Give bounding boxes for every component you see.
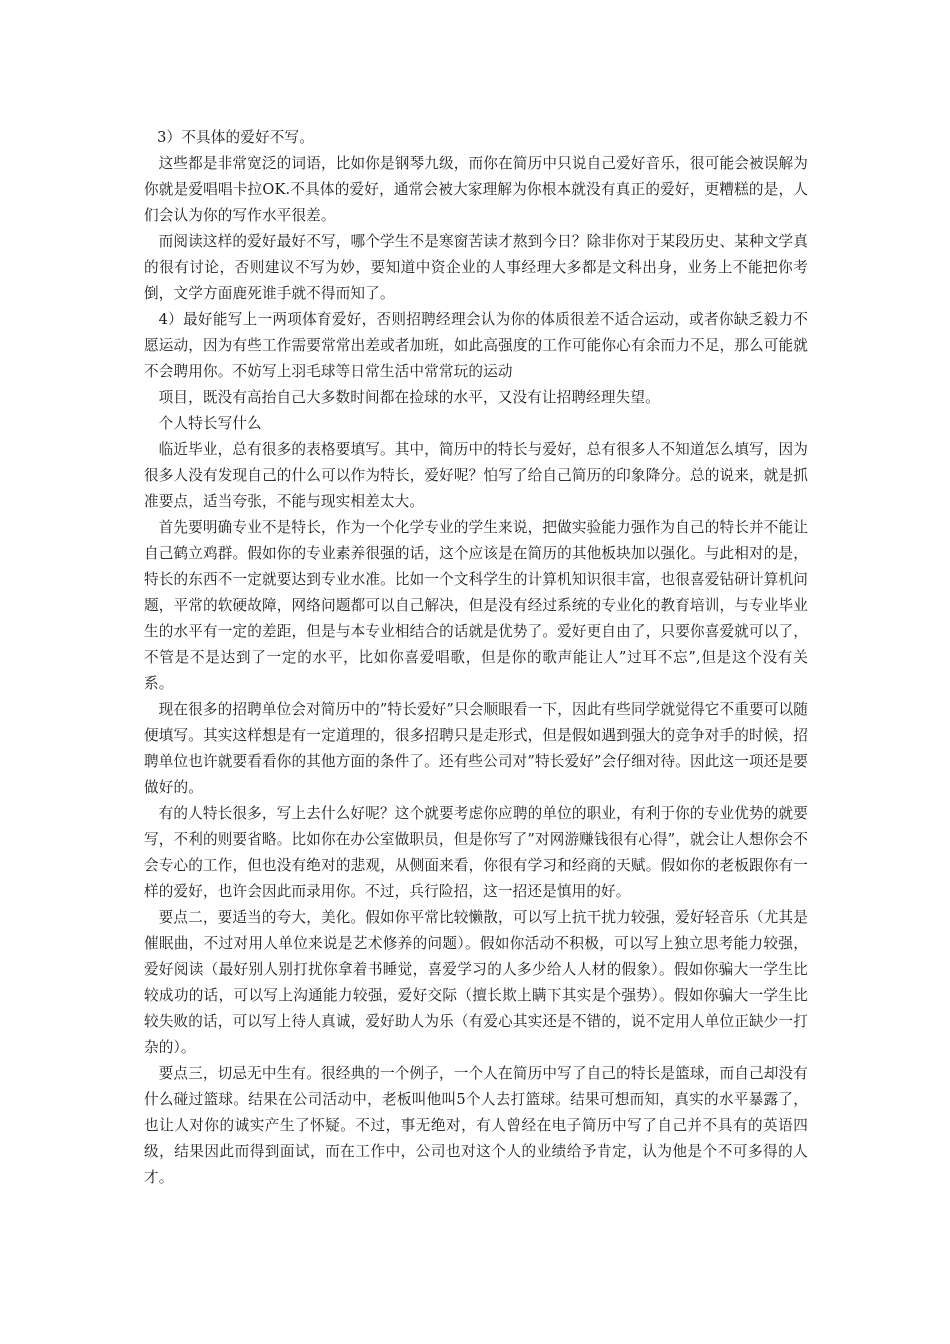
paragraph: 而阅读这样的爱好最好不写，哪个学生不是寒窗苦读才熬到今日？除非你对于某段历史、某种文学真的很有讨论，否则建议不写为妙，要知道中资企业的人事经理大多都是文科出身，业务上不能把你考倒，文学方面鹿死谁手就不得而知了。 [144, 233, 808, 302]
document-body [144, 125, 808, 1191]
list-item-4: 4）最好能写上一两项体育爱好，否则招聘经理会认为你的体质很差不适合运动，或者你缺乏毅力不愿运动，因为有些工作需要常常出差或者加班，如此高强度的工作可能你心有余而力不足，那么可能就不会聘用你。不妨写上羽毛球等日常生活中常常玩的运动 [144, 311, 808, 380]
paragraph: 首先要明确专业不是特长，作为一个化学专业的学生来说，把做实验能力强作为自己的特长并不能让自己鹤立鸡群。假如你的专业素养很强的话，这个应该是在简历的其他板块加以强化。与此相对的是，特长的东西不一定就要达到专业水准。比如一个文科学生的计算机知识很丰富，也很喜爱钻研计算机问题，平常的软硬故障，网络问题都可以自己解决，但是没有经过系统的专业化的教育培训，与专业毕业生的水平有一定的差距，但是与本专业相结合的话就是优势了。爱好更自由了，只要你喜爱就可以了，不管是不是达到了一定的水平，比如你喜爱唱歌，但是你的歌声能让人”过耳不忘”,但是这个没有关系。 [144, 519, 808, 692]
paragraph: 有的人特长很多，写上去什么好呢？这个就要考虑你应聘的单位的职业，有利于你的专业优势的就要写，不利的则要省略。比如你在办公室做职员，但是你写了”对网游赚钱很有心得”，就会让人想你会不会专心的工作，但也没有绝对的悲观，从侧面来看，你很有学习和经商的天赋。假如你的老板跟你有一样的爱好，也许会因此而录用你。不过，兵行险招，这一招还是慎用的好。 [144, 805, 808, 900]
list-heading-3: 3）不具体的爱好不写。 [157, 129, 314, 146]
paragraph: 要点二，要适当的夸大，美化。假如你平常比较懒散，可以写上抗干扰力较强，爱好轻音乐（尤其是催眠曲，不过对用人单位来说是艺术修养的问题）。假如你活动不积极，可以写上独立思考能力较强，爱好阅读（最好别人别打扰你拿着书睡觉，喜爱学习的人多少给人人材的假象）。假如你骗大一学生比较成功的话，可以写上沟通能力较强，爱好交际（擅长欺上瞒下其实是个强势）。假如你骗大一学生比较失败的话，可以写上待人真诚，爱好助人为乐（有爱心其实还是不错的，说不定用人单位正缺少一打杂的）。 [144, 909, 808, 1056]
paragraph: 这些都是非常宽泛的词语，比如你是钢琴九级，而你在简历中只说自己爱好音乐，很可能会被误解为你就是爱唱唱卡拉OK.不具体的爱好，通常会被大家理解为你根本就没有真正的爱好，更糟糕的是，人们会认为你的写作水平很差。 [144, 155, 808, 224]
paragraph: 项目，既没有高抬自己大多数时间都在捡球的水平，又没有让招聘经理失望。 [158, 389, 660, 406]
paragraph: 现在很多的招聘单位会对简历中的”特长爱好”只会顺眼看一下，因此有些同学就觉得它不重要可以随便填写。其实这样想是有一定道理的，很多招聘只是走形式，但是假如遇到强大的竞争对手的时候，招聘单位也许就要看看你的其他方面的条件了。还有些公司对”特长爱好”会仔细对待。因此这一项还是要做好的。 [144, 701, 808, 796]
paragraph: 要点三，切忌无中生有。很经典的一个例子，一个人在简历中写了自己的特长是篮球，而自己却没有什么碰过篮球。结果在公司活动中，老板叫他叫5个人去打篮球。结果可想而知，真实的水平暴露了，也让人对你的诚实产生了怀疑。不过，事无绝对，有人曾经在电子简历中写了自己并不具有的英语四级，结果因此而得到面试，而在工作中，公司也对这个人的业绩给予肯定，认为他是个不可多得的人才。 [144, 1065, 808, 1186]
paragraph: 临近毕业，总有很多的表格要填写。其中，简历中的特长与爱好，总有很多人不知道怎么填写，因为很多人没有发现自己的什么可以作为特长，爱好呢？怕写了给自己简历的印象降分。总的说来，就是抓准要点，适当夸张，不能与现实相差太大。 [144, 441, 808, 510]
section-heading: 个人特长写什么 [158, 415, 262, 432]
